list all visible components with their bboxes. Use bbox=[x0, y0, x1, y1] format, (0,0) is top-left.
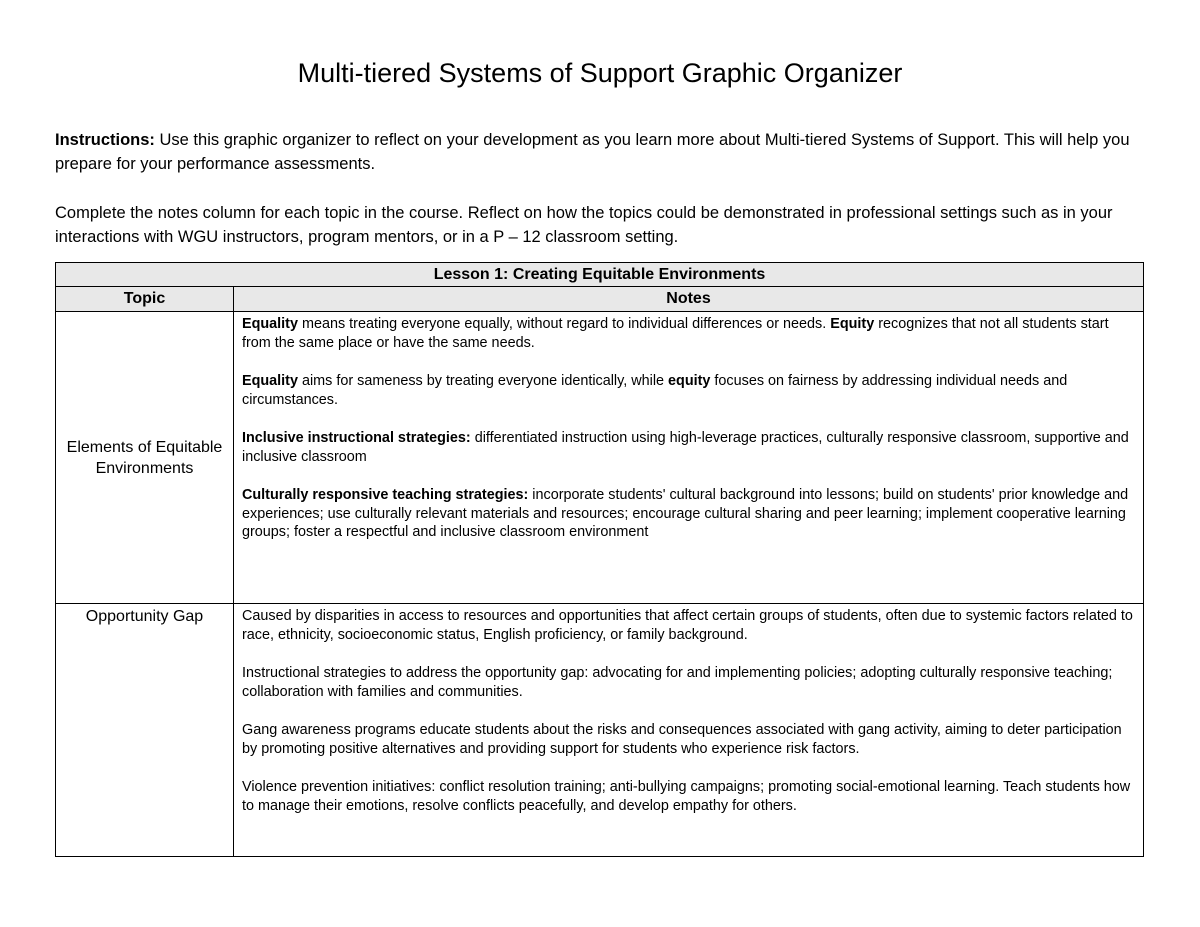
note-text: recognizes that not all students start from the same place or have the same needs. bbox=[242, 316, 1109, 351]
column-header-row bbox=[56, 287, 1144, 312]
notes-cell bbox=[234, 604, 1144, 857]
note-paragraph bbox=[242, 486, 1135, 542]
note-text: differentiated instruction using high-leverage practices, culturally responsive classroom, supportive and inclusive classroom bbox=[242, 430, 1129, 465]
note-paragraph bbox=[242, 372, 1135, 409]
notes-column-header: Notes bbox=[234, 287, 1144, 312]
topic-cell: Elements of Equitable Environments bbox=[56, 312, 234, 604]
note-paragraph: Violence prevention initiatives: conflict resolution training; anti-bullying campaigns; promoting social-emotional learning. Teach students how to manage their emotions, resolve conflicts peacefully, and develop empathy for others. bbox=[242, 779, 1131, 814]
note-text: focuses on fairness by addressing individual needs and circumstances. bbox=[242, 373, 1068, 408]
note-paragraph: Gang awareness programs educate students about the risks and consequences associated with gang activity, aiming to deter participation by promoting positive alternatives and providing support for students who experience risk factors. bbox=[242, 722, 1122, 757]
note-bold-term: Equity bbox=[830, 316, 875, 332]
organizer-table bbox=[55, 262, 1144, 857]
note-paragraph bbox=[242, 429, 1135, 466]
note-bold-term: Equality bbox=[242, 316, 298, 332]
notes-cell bbox=[234, 312, 1144, 604]
note-paragraph: Instructional strategies to address the opportunity gap: advocating for and implementing policies; adopting culturally responsive teaching; collaboration with families and communities. bbox=[242, 665, 1113, 700]
note-bold-term: equity bbox=[668, 373, 711, 389]
complete-notes-paragraph: Complete the notes column for each topic in the course. Reflect on how the topics could be demonstrated in professional settings such as in your interactions with WGU instructors, program mentors, or in a P – 12 classroom setting. bbox=[55, 204, 1113, 246]
note-paragraph: Caused by disparities in access to resources and opportunities that affect certain groups of students, often due to systemic factors related to race, ethnicity, socioeconomic status, English proficiency, or family background. bbox=[242, 608, 1133, 643]
lesson-header-row bbox=[56, 263, 1144, 287]
table-row bbox=[56, 312, 1144, 604]
page-title: Multi-tiered Systems of Support Graphic Organizer bbox=[297, 58, 903, 88]
note-bold-term: Inclusive instructional strategies: bbox=[242, 430, 471, 446]
note-bold-term: Equality bbox=[242, 373, 298, 389]
note-text: aims for sameness by treating everyone identically, while bbox=[297, 373, 669, 389]
instructions-text: Use this graphic organizer to reflect on your development as you learn more about Multi-tiered Systems of Support. This will help you prepare for your performance assessments. bbox=[55, 131, 1130, 173]
instructions-paragraph bbox=[55, 128, 1150, 176]
note-bold-term: Culturally responsive teaching strategies: bbox=[242, 487, 529, 503]
note-paragraph bbox=[242, 315, 1135, 352]
table-row bbox=[56, 604, 1144, 857]
topic-cell: Opportunity Gap bbox=[56, 604, 234, 857]
note-text: incorporate students' cultural background into lessons; build on students' prior knowledge and experiences; use culturally relevant materials and resources; encourage cultural sharing and peer learning; implement cooperative learning groups; foster a respectful and inclusive classroom environment bbox=[242, 487, 1129, 540]
instructions-label: Instructions: bbox=[55, 131, 155, 149]
note-text: means treating everyone equally, without regard to individual differences or needs. bbox=[297, 316, 831, 332]
topic-column-header: Topic bbox=[56, 287, 234, 312]
lesson-title: Lesson 1: Creating Equitable Environments bbox=[56, 263, 1144, 287]
